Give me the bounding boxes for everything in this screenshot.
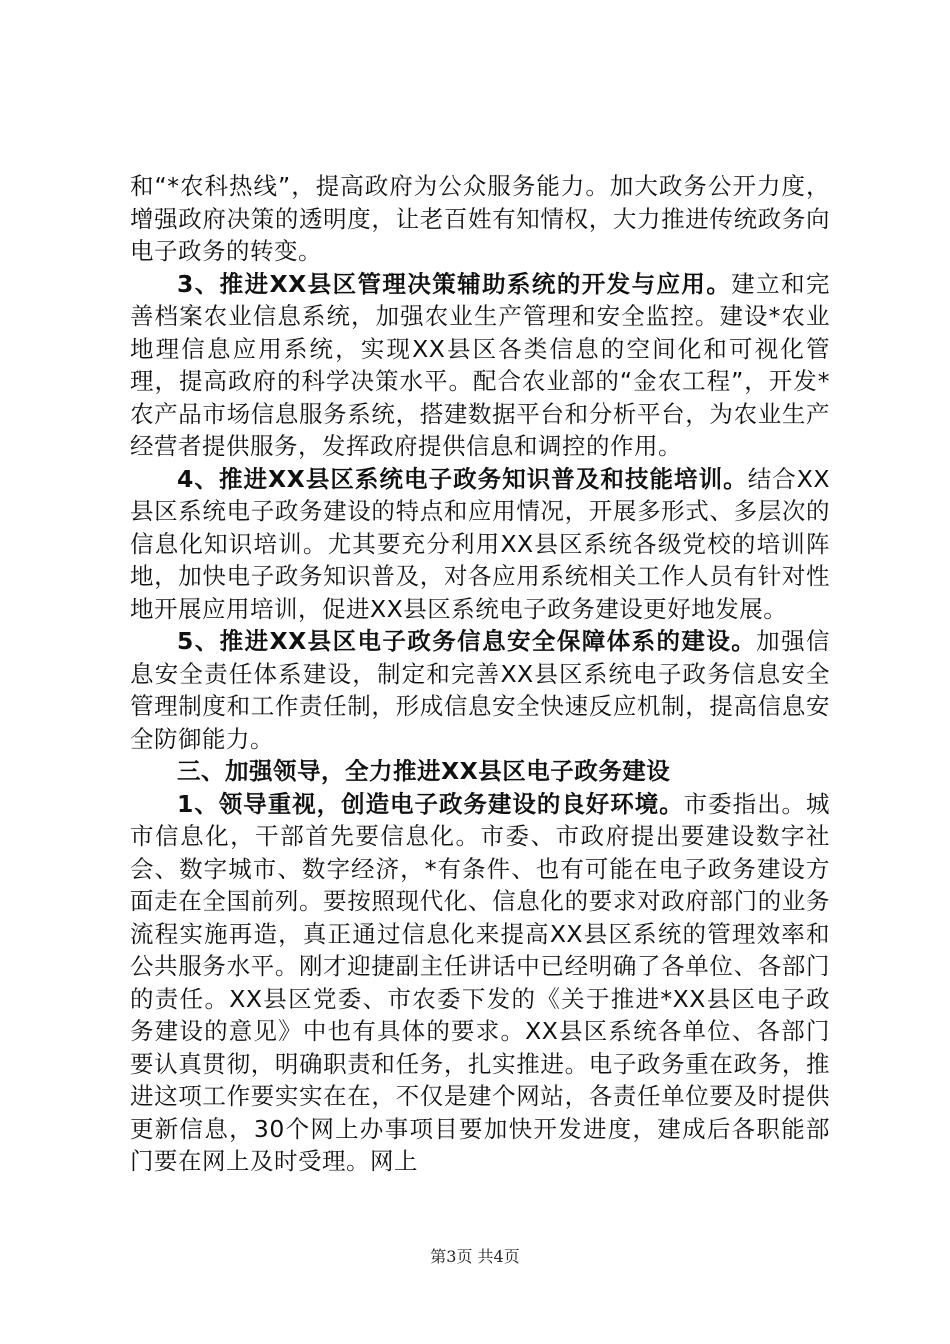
paragraph-text: 和“*农科热线”，提高政府为公众服务能力。加大政务公开力度，增强政府决策的透明度，让老百姓有知情权，大力推进传统政务向电子政务的转变。 (130, 172, 830, 265)
paragraph-item-5 (130, 625, 830, 755)
paragraph-item-1 (130, 788, 830, 1178)
paragraph-lead: 1、领导重视，创造电子政务建设的良好环境。 (177, 789, 684, 818)
paragraph-text: 加强信息安全责任体系建设，制定和完善XX县区系统电子政务信息安全管理制度和工作责任制，形成信息安全快速反应机制，提高信息安全防御能力。 (130, 627, 831, 753)
paragraph-text: 市委指出。城市信息化，干部首先要信息化。市委、市政府提出要建设数字社会、数字城市、数字经济，*有条件、也有可能在电子政务建设方面走在全国前列。要按照现代化、信息化的要求对政府部门的业务流程实施再造，真正通过信息化来提高XX县区系统的管理效率和公共服务水平。刚才迎捷副主任讲话中已经明确了各单位、各部门的责任。XX县区党委、市农委下发的《关于推进*XX县区电子政务建设的意见》中也有具体的要求。XX县区系统各单位、各部门要认真贯彻，明确职责和任务，扎实推进。电子政务重在政务，推进这项工作要实实在在，不仅是建个网站，各责任单位要及时提供更新信息，30个网上办事项目要加快开发进度，建成后各职能部门要在网上及时受理。网上 (130, 789, 831, 1175)
paragraph-lead: 5、推进XX县区电子政务信息安全保障体系的建设。 (177, 627, 757, 655)
section-heading: 三、加强领导，全力推进XX县区电子政务建设 (177, 757, 671, 785)
paragraph-lead: 3、推进XX县区管理决策辅助系统的开发与应用。 (177, 269, 732, 298)
document-body (130, 170, 830, 1178)
paragraph-item-3 (130, 268, 830, 463)
paragraph-item-4 (130, 463, 830, 626)
paragraph-continuation (130, 170, 830, 268)
paragraph-text: 建立和完善档案农业信息系统，加强农业生产管理和安全监控。建设*农业地理信息应用系统，实现XX县区各类信息的空间化和可视化管理，提高政府的科学决策水平。配合农业部的“金农工程”，开发*农产品市场信息服务系统，搭建数据平台和分析平台，为农业生产经营者提供服务，发挥政府提供信息和调控的作用。 (130, 269, 830, 460)
paragraph-text: 结合XX县区系统电子政务建设的特点和应用情况，开展多形式、多层次的信息化知识培训。尤其要充分利用XX县区系统各级党校的培训阵地，加快电子政务知识普及，对各应用系统相关工作人员有针对性地开展应用培训，促进XX县区系统电子政务建设更好地发展。 (130, 464, 830, 623)
paragraph-lead: 4、推进XX县区系统电子政务知识普及和技能培训。 (177, 464, 748, 493)
page-footer: 第3页 共4页 (430, 1247, 520, 1266)
